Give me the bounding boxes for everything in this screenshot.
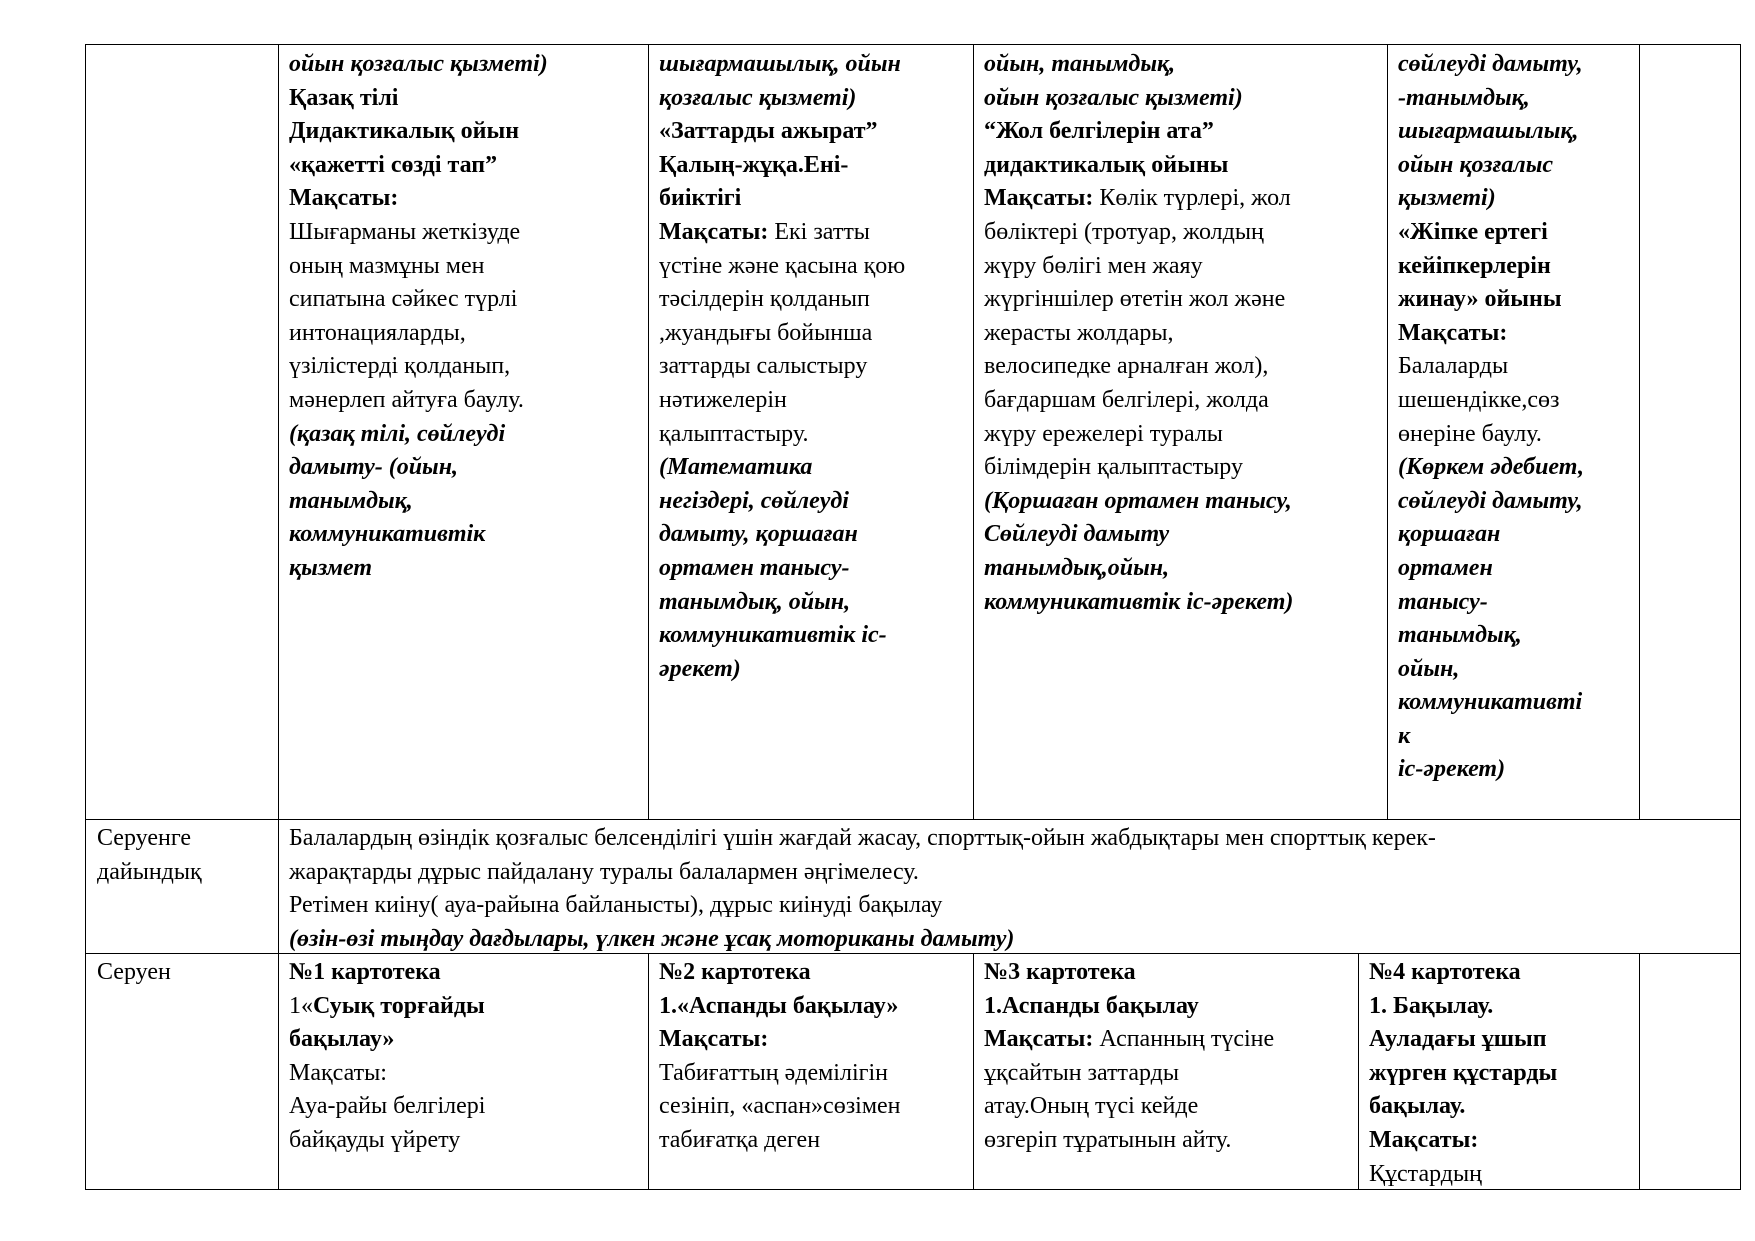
text-line: жүру ережелері туралы — [984, 420, 1223, 447]
column-divider-1-bottom — [648, 953, 649, 1189]
text-line: атау.Оның түсі кейде — [984, 1093, 1199, 1120]
text-line: сөйлеуді дамыту, — [1398, 487, 1583, 514]
text-line: оның мазмұны мен — [289, 252, 485, 279]
text-line: к — [1398, 722, 1411, 749]
text-line: ұқсайтын заттарды — [984, 1059, 1180, 1086]
text-line: ойын қозғалыс қызметі) — [984, 84, 1243, 111]
column-divider-3 — [1387, 44, 1388, 819]
text-line: Қазақ тілі — [289, 84, 399, 111]
text-line: сөйлеуді дамыту, — [1398, 51, 1583, 77]
text-line: ,жуандығы бойынша — [659, 319, 873, 346]
text-line: (қазақ тілі, сөйлеуді — [289, 420, 506, 447]
text-line: (Математика — [659, 454, 813, 481]
text-line: сезініп, «аспан»сөзімен — [659, 1093, 901, 1120]
text-line: 1.«Аспанды бақылау» — [659, 992, 899, 1019]
text-line: Қалың-жұқа.Ені- — [659, 151, 849, 178]
text-line: ортамен танысу- — [659, 554, 850, 581]
text-line: жарақтарды дұрыс пайдалану туралы балалармен әңгімелесу. — [289, 858, 919, 885]
text-line: «Жіпке ертегі — [1398, 218, 1548, 245]
text-line: “Жол белгілерін ата” — [984, 118, 1214, 145]
text-line: дамыту, қоршаған — [659, 521, 858, 548]
table-border-right — [1740, 44, 1741, 1190]
text-line: байқауды үйрету — [289, 1126, 461, 1153]
text-line: бақылау. — [1369, 1093, 1466, 1120]
text-line: Мақсаты: — [1398, 319, 1508, 346]
text-line: білімдерін қалыптастыру — [984, 454, 1243, 481]
text-line: үстіне және қасына қою — [659, 252, 906, 279]
text-line: коммуникативтік іс- — [659, 622, 887, 649]
column-divider-1 — [648, 44, 649, 819]
text-line: бағдаршам белгілері, жолда — [984, 386, 1269, 413]
text-line: қоршаған — [1398, 521, 1501, 548]
text-line — [289, 990, 485, 1024]
text-line: №4 картотека — [1369, 959, 1521, 985]
text-line: бөліктері (тротуар, жолдың — [984, 218, 1264, 245]
text-line: жүрген құстарды — [1369, 1059, 1558, 1086]
text-line: әрекет) — [659, 655, 741, 682]
text-line: (өзін-өзі тыңдау дағдылары, үлкен және ұсақ моториканы дамыту) — [289, 925, 1015, 952]
text-line: танымдық, — [1398, 622, 1522, 649]
text-line: табиғатқа деген — [659, 1126, 821, 1153]
text-line — [659, 216, 905, 250]
text-line: биіктігі — [659, 185, 742, 212]
text-line: өнеріне баулу. — [1398, 420, 1542, 447]
text-line: Сөйлеуді дамыту — [984, 521, 1170, 548]
text-line: ойын қозғалыс — [1398, 151, 1554, 178]
column-divider-label — [278, 44, 279, 1189]
text-line: ойын, танымдық, — [984, 51, 1176, 77]
activity-cell-3 — [984, 48, 1293, 619]
text-line: жүргіншілер өтетін жол және — [984, 286, 1286, 313]
text-line: Серуенге — [97, 825, 191, 851]
text-line: Мақсаты: — [659, 1026, 769, 1053]
text-run: 1« — [289, 992, 313, 1019]
text-run: Көлік түрлері, жол — [1093, 185, 1291, 212]
text-line: (Қоршаған ортамен танысу, — [984, 487, 1292, 514]
text-line: коммуникативтік — [289, 521, 486, 548]
text-line: қозғалыс қызметі) — [659, 84, 857, 111]
text-line: коммуникативтік іс-әрекет) — [984, 588, 1294, 615]
text-line: жүру бөлігі мен жаяу — [984, 252, 1203, 279]
text-line: жинау» ойыны — [1398, 286, 1562, 313]
text-line: коммуникативті — [1398, 689, 1583, 716]
text-line: Шығарманы жеткізуде — [289, 218, 521, 245]
text-line: бақылау» — [289, 1026, 395, 1053]
text-line: үзілістерді қолданып, — [289, 353, 511, 380]
text-line: Мақсаты: — [289, 185, 399, 212]
walk-preparation-label — [97, 822, 202, 889]
text-line: Ауладағы ұшып — [1369, 1026, 1547, 1053]
row-divider-1 — [85, 819, 1741, 820]
walk-card-1 — [289, 956, 485, 1158]
text-line: Мақсаты: — [289, 1059, 387, 1086]
text-line: №2 картотека — [659, 959, 811, 985]
text-line: Балалардың өзіндік қозғалыс белсенділігі үшін жағдай жасау, спорттық-ойын жабдықтары мен спорттық керек- — [289, 825, 1436, 851]
walk-label — [97, 956, 171, 990]
text-line: Серуен — [97, 959, 171, 985]
text-line: қалыптастыру. — [659, 420, 809, 447]
text-run: Мақсаты: — [984, 185, 1094, 212]
column-divider-3-bottom — [1358, 953, 1359, 1189]
activity-cell-2 — [659, 48, 905, 686]
text-line: шығармашылық, — [1398, 118, 1579, 145]
text-line: қызметі) — [1398, 185, 1496, 212]
text-line: Табиғаттың әдемілігін — [659, 1059, 888, 1086]
text-run: Мақсаты: — [659, 218, 769, 245]
text-line — [984, 182, 1293, 216]
text-line: -танымдық, — [1398, 84, 1530, 111]
text-line: «қажетті сөзді тап” — [289, 151, 498, 178]
text-line: кейіпкерлерін — [1398, 252, 1551, 279]
text-line: Балаларды — [1398, 353, 1509, 380]
text-line: ойын, — [1398, 655, 1460, 682]
text-line: ортамен — [1398, 554, 1493, 581]
text-line: шығармашылық, ойын — [659, 51, 901, 77]
activity-cell-1 — [289, 48, 548, 586]
text-line: заттарды салыстыру — [659, 353, 868, 380]
activity-cell-4 — [1398, 48, 1584, 787]
table-border-top — [85, 44, 1741, 45]
text-line: Ретімен киіну( ауа-райына байланысты), дұрыс киінуді бақылау — [289, 892, 943, 919]
column-divider-2-bottom — [973, 953, 974, 1189]
text-line: (Көркем әдебиет, — [1398, 454, 1585, 481]
text-line: сипатына сәйкес түрлі — [289, 286, 518, 313]
text-line: дидактикалық ойыны — [984, 151, 1229, 178]
text-line: велосипедке арналған жол), — [984, 353, 1269, 380]
text-line: мәнерлеп айтуға баулу. — [289, 386, 524, 413]
text-line: өзгеріп тұратынын айту. — [984, 1126, 1232, 1153]
text-line: іс-әрекет) — [1398, 756, 1506, 783]
text-run: Суық торғайды — [313, 992, 485, 1019]
text-line: Дидактикалық ойын — [289, 118, 520, 145]
text-line: «Заттарды ажырат” — [659, 118, 878, 145]
text-line: Құстардың — [1369, 1160, 1482, 1187]
text-line: танысу- — [1398, 588, 1488, 615]
text-line: Ауа-райы белгілері — [289, 1093, 486, 1120]
text-line — [984, 1023, 1274, 1057]
text-line: нәтижелерін — [659, 386, 787, 413]
text-line: шешендікке,сөз — [1398, 386, 1560, 413]
text-line: 1.Аспанды бақылау — [984, 992, 1199, 1019]
text-line: ойын қозғалыс қызметі) — [289, 51, 548, 77]
text-line: танымдық, ойын, — [659, 588, 851, 615]
column-divider-2 — [973, 44, 974, 819]
text-line: дамыту- (ойын, — [289, 454, 459, 481]
text-line: қызмет — [289, 554, 373, 581]
text-line: танымдық, — [289, 487, 413, 514]
text-line: танымдық,ойын, — [984, 554, 1170, 581]
walk-card-2 — [659, 956, 901, 1158]
text-line: негіздері, сөйлеуді — [659, 487, 849, 514]
text-line: дайындық — [97, 858, 202, 885]
text-run: Мақсаты: — [984, 1026, 1094, 1053]
text-line: №3 картотека — [984, 959, 1136, 985]
text-run: Екі затты — [768, 218, 870, 245]
text-line: жерасты жолдары, — [984, 319, 1174, 346]
text-line: 1. Бақылау. — [1369, 992, 1494, 1019]
walk-preparation-content — [289, 822, 1436, 956]
column-divider-4 — [1639, 44, 1640, 819]
text-line: Мақсаты: — [1369, 1126, 1479, 1153]
text-line: тәсілдерін қолданып — [659, 286, 870, 313]
text-line: №1 картотека — [289, 959, 441, 985]
walk-card-4 — [1369, 956, 1557, 1191]
table-border-left — [85, 44, 86, 1189]
column-divider-4-bottom — [1639, 953, 1640, 1189]
walk-card-3 — [984, 956, 1274, 1158]
text-run: Аспанның түсіне — [1093, 1026, 1275, 1053]
text-line: интонацияларды, — [289, 319, 466, 346]
